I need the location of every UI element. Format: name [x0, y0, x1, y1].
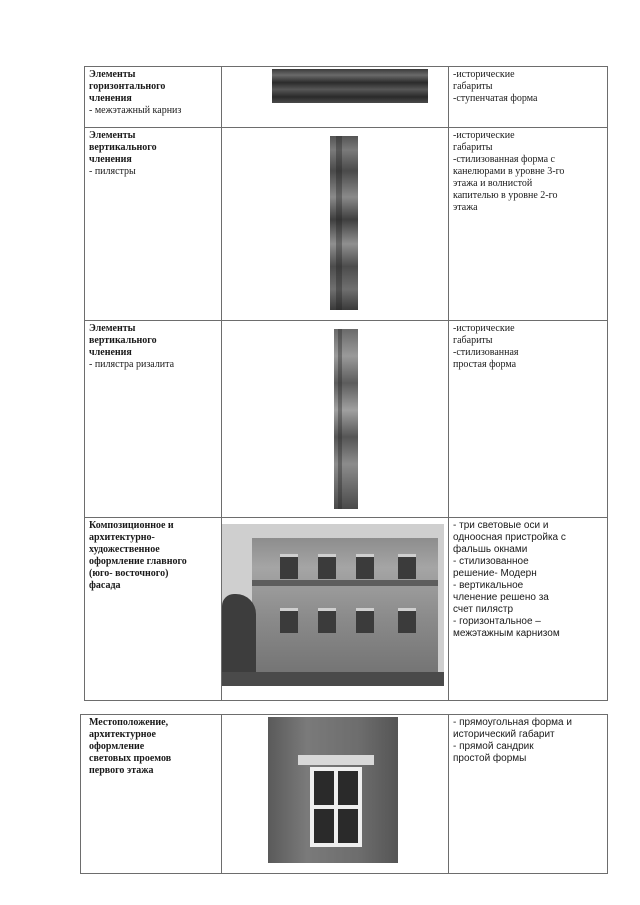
row-description: -исторические габариты -стилизованная форма с канелюрами в уровне 3-го этажа и волнистой капителью в уровне 2-го этажа [449, 128, 608, 321]
table-row [85, 67, 608, 128]
spec-table [84, 66, 608, 701]
row-description: -исторические габариты -стилизованная простая форма [449, 321, 608, 518]
row-description: - три световые оси и одноосная пристройка с фальшь окнами - стилизованное решение- Модерн - вертикальное членение решено за счет пилястр - горизонтальное – межэтажным карнизом [449, 518, 608, 701]
row-description: -исторические габариты -ступенчатая форма [449, 67, 608, 128]
row-photo-cell [222, 128, 449, 321]
row-photo-cell [222, 715, 449, 874]
table-row [85, 518, 608, 701]
row-photo-cell [222, 518, 449, 701]
facade-photo [222, 524, 444, 686]
row-label: Элементы вертикального членения - пилястра ризалита [85, 321, 222, 518]
row-label: Элементы горизонтального членения - межэтажный карниз [85, 67, 222, 128]
pilaster-photo [330, 136, 358, 310]
table-row [85, 321, 608, 518]
row-photo-cell [222, 321, 449, 518]
window-photo [268, 717, 398, 863]
table-row [85, 128, 608, 321]
row-description: - прямоугольная форма и исторический габарит - прямой сандрик простой формы [449, 715, 608, 874]
rizalit-pilaster-photo [334, 329, 358, 509]
row-label: Элементы вертикального членения - пилястры [85, 128, 222, 321]
row-label: Композиционное и архитектурно- художественное оформление главного (юго- восточного) фасада [85, 518, 222, 701]
table-row [81, 715, 608, 874]
row-label: Местоположение, архитектурное оформление световых проемов первого этажа [81, 715, 222, 874]
row-photo-cell [222, 67, 449, 128]
window-table [80, 714, 608, 874]
cornice-photo [272, 69, 428, 103]
